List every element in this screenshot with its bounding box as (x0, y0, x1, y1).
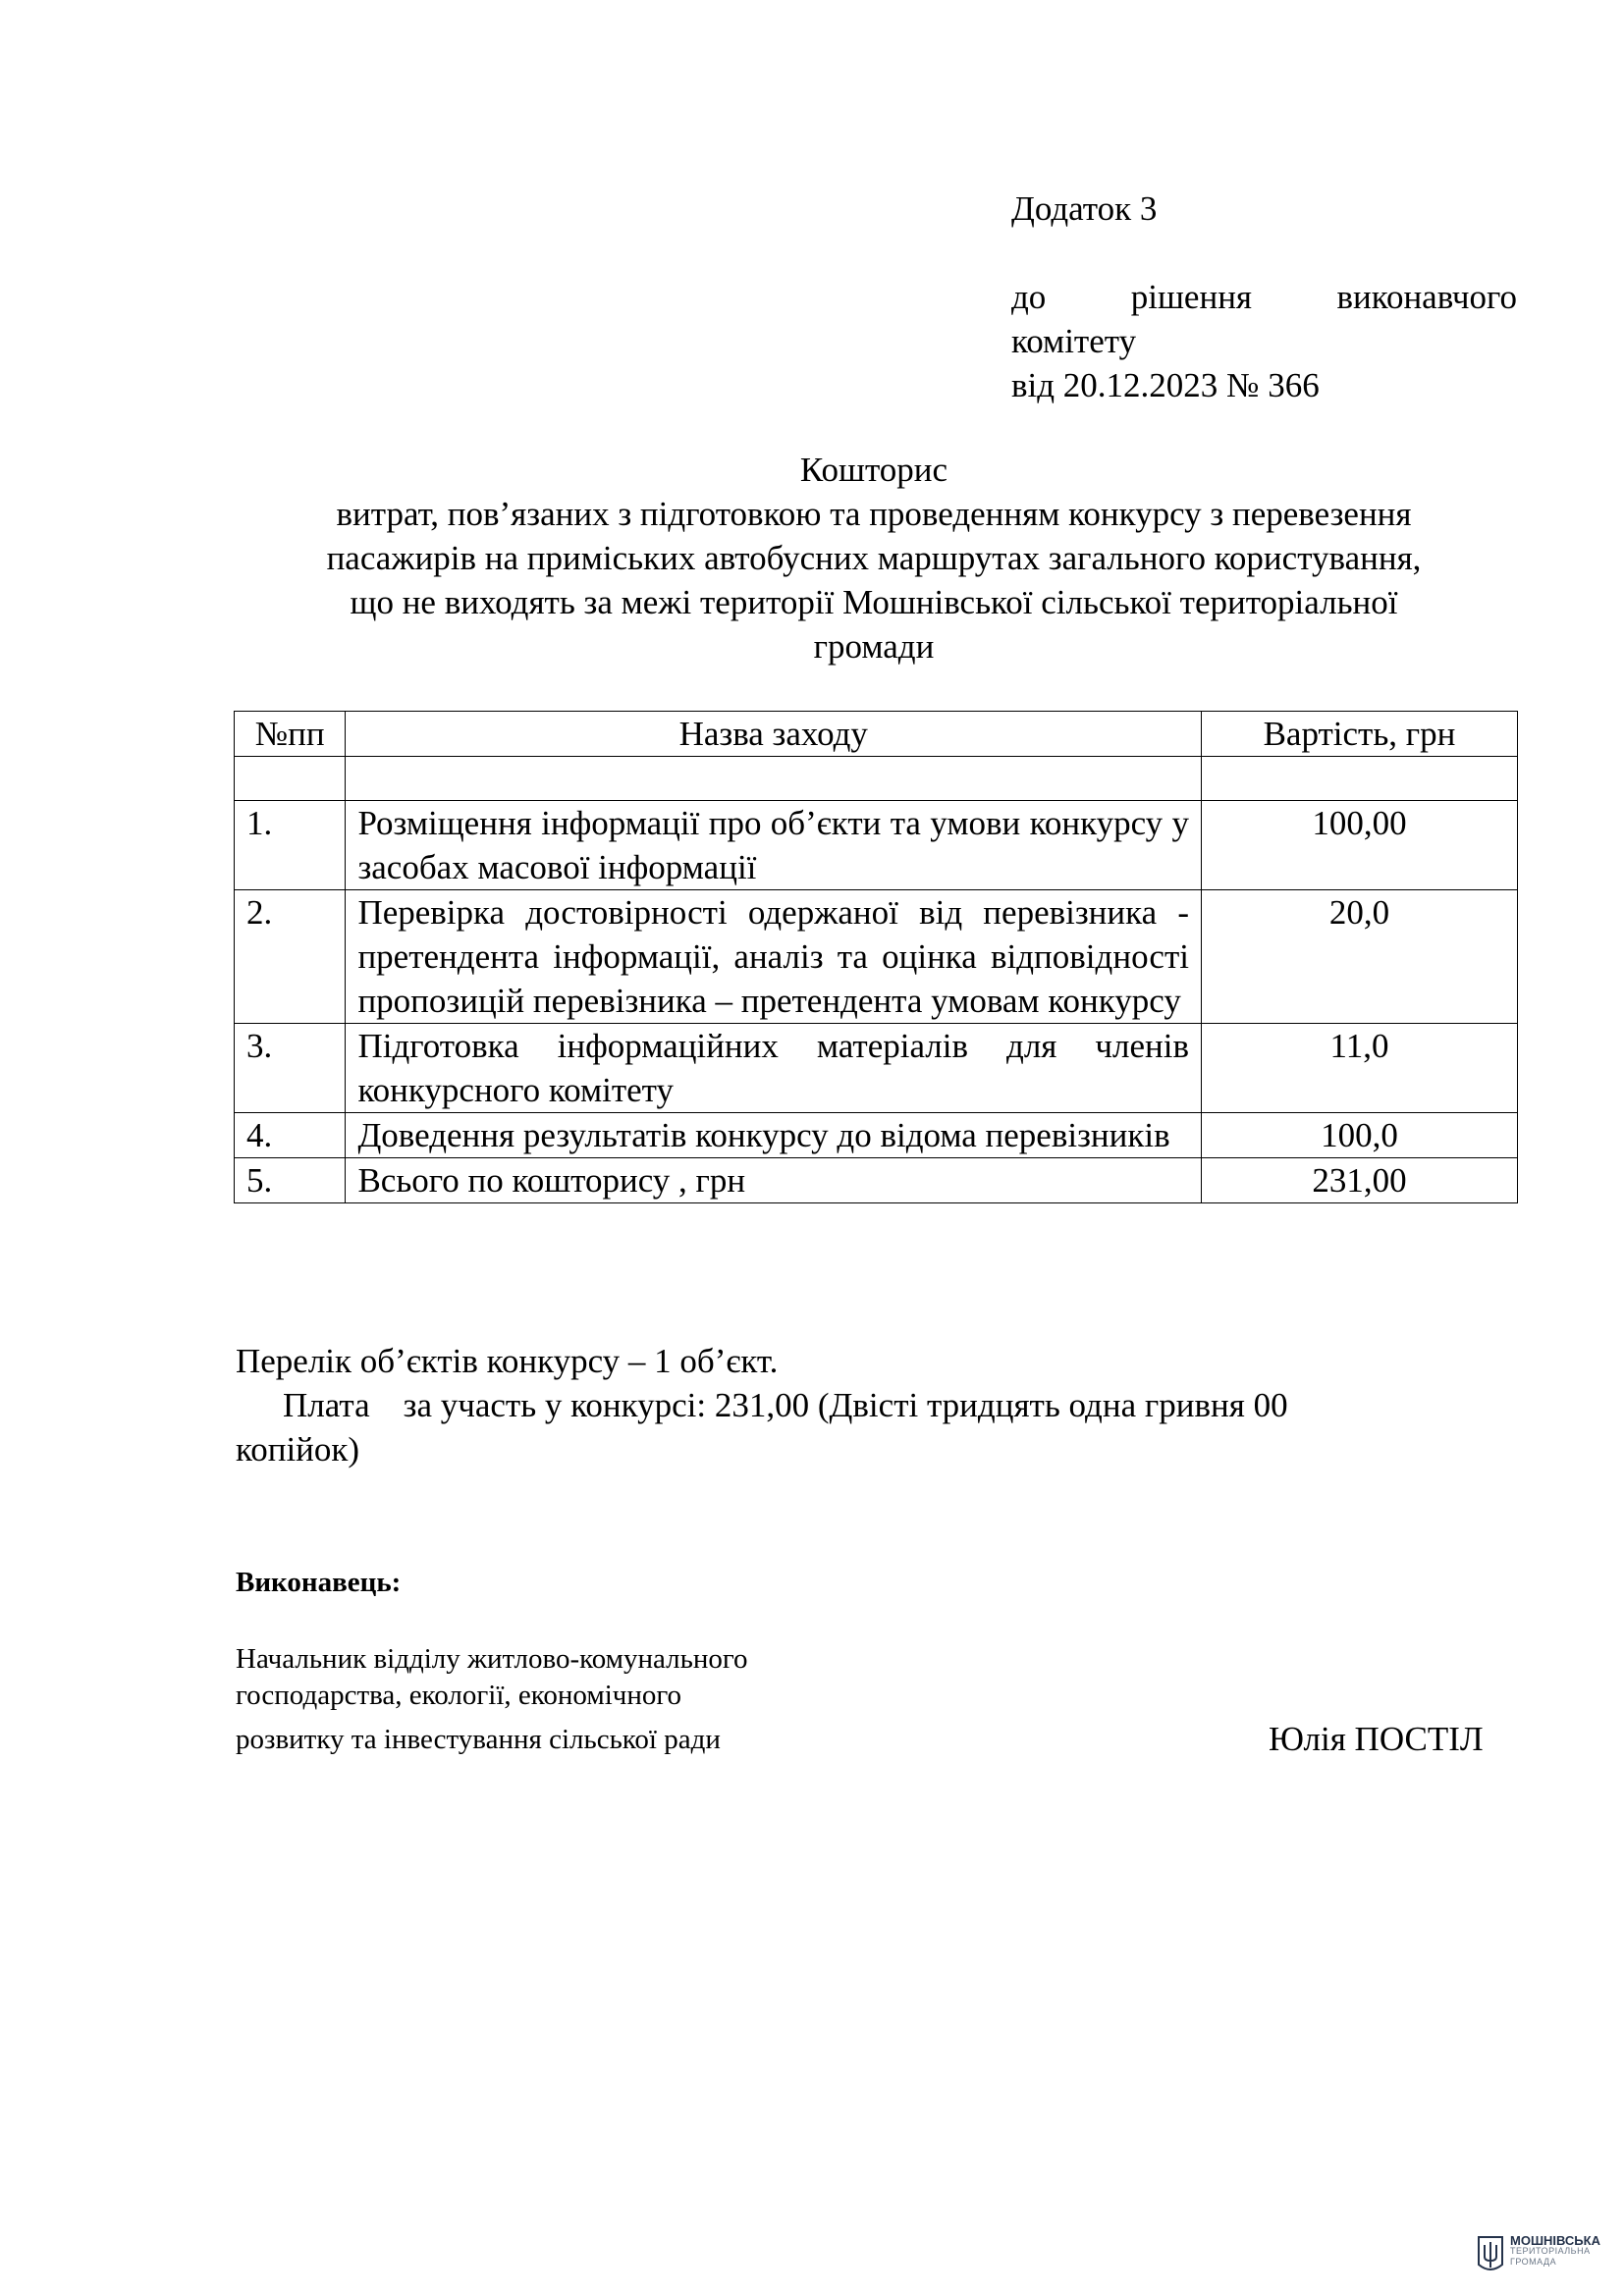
row-cost: 11,0 (1202, 1024, 1518, 1113)
addendum-committee: комітету (1011, 322, 1137, 360)
row-cost: 100,00 (1202, 801, 1518, 890)
fee-line (236, 1383, 1512, 1427)
row-name: Перевірка достовірності одержаної від перевізника - претендента інформації, аналіз та оцінка відповідності пропозицій перевізника – претендента умовам конкурсу (346, 890, 1202, 1024)
header-number: №пп (235, 712, 346, 757)
fee-continuation: копійок) (236, 1430, 360, 1468)
row-number: 1. (235, 801, 346, 890)
row-name: Всього по кошторису , грн (346, 1158, 1202, 1203)
addendum-block (1011, 187, 1517, 407)
document-title: Кошторис (799, 451, 948, 489)
row-cost: 20,0 (1202, 890, 1518, 1024)
header-cost: Вартість, грн (1202, 712, 1518, 757)
row-name: Доведення результатів конкурсу до відома перевізників (346, 1113, 1202, 1158)
estimate-table (234, 711, 1518, 1203)
description-line: пасажирів на приміських автобусних маршрутах загального користування, (326, 539, 1422, 577)
objects-count-line: Перелік об’єктів конкурсу – 1 об’єкт. (236, 1342, 779, 1380)
row-name: Підготовка інформаційних матеріалів для членів конкурсного комітету (346, 1024, 1202, 1113)
header-name: Назва заходу (346, 712, 1202, 757)
table-header-row (235, 712, 1518, 757)
empty-cell (1202, 757, 1518, 801)
row-number: 3. (235, 1024, 346, 1113)
trident-icon (1477, 2235, 1504, 2274)
table-row (235, 1024, 1518, 1113)
signer-name: Юлія ПОСТІЛ (1269, 1720, 1484, 1758)
table-total-row (235, 1158, 1518, 1203)
addendum-decision-line (1011, 275, 1517, 319)
description-line: витрат, пов’язаних з підготовкою та проведенням конкурсу з перевезення (336, 495, 1412, 533)
executor-label: Виконавець: (236, 1567, 402, 1598)
row-cost: 231,00 (1202, 1158, 1518, 1203)
logo-sub: ТЕРИТОРІАЛЬНА (1510, 2246, 1591, 2256)
executor-position (236, 1641, 748, 1758)
description-line: громади (813, 627, 935, 666)
logo-sub: ГРОМАДА (1510, 2257, 1557, 2267)
fee-text: за участь у конкурсі: 231,00 (Двісті тридцять одна гривня 00 (403, 1386, 1288, 1424)
description-line: що не виходять за межі території Мошнівської сільської територіальної (350, 583, 1398, 621)
table-row (235, 801, 1518, 890)
addendum-date-number: від 20.12.2023 № 366 (1011, 366, 1320, 404)
table-row (235, 1113, 1518, 1158)
logo-main: МОШНІВСЬКА (1510, 2233, 1600, 2248)
row-number: 5. (235, 1158, 346, 1203)
document-description (236, 492, 1512, 668)
document-title-block (236, 448, 1512, 668)
fee-label: Плата (283, 1386, 370, 1424)
table-empty-row (235, 757, 1518, 801)
community-logo (1477, 2235, 1600, 2274)
addendum-title: Додаток 3 (1011, 189, 1158, 228)
addendum-word-1: до (1011, 278, 1047, 316)
table-row (235, 890, 1518, 1024)
empty-cell (235, 757, 346, 801)
row-number: 2. (235, 890, 346, 1024)
logo-text (1510, 2235, 1600, 2268)
summary-block (236, 1339, 1512, 1471)
empty-cell (346, 757, 1202, 801)
position-line: розвитку та інвестування сільської ради (236, 1724, 721, 1755)
addendum-word-2: рішення (1130, 278, 1253, 316)
addendum-word-3: виконавчого (1336, 278, 1517, 316)
row-number: 4. (235, 1113, 346, 1158)
row-cost: 100,0 (1202, 1113, 1518, 1158)
position-line: господарства, екології, економічного (236, 1680, 682, 1711)
position-line: Начальник відділу житлово-комунального (236, 1643, 748, 1675)
row-name: Розміщення інформації про об’єкти та умови конкурсу у засобах масової інформації (346, 801, 1202, 890)
